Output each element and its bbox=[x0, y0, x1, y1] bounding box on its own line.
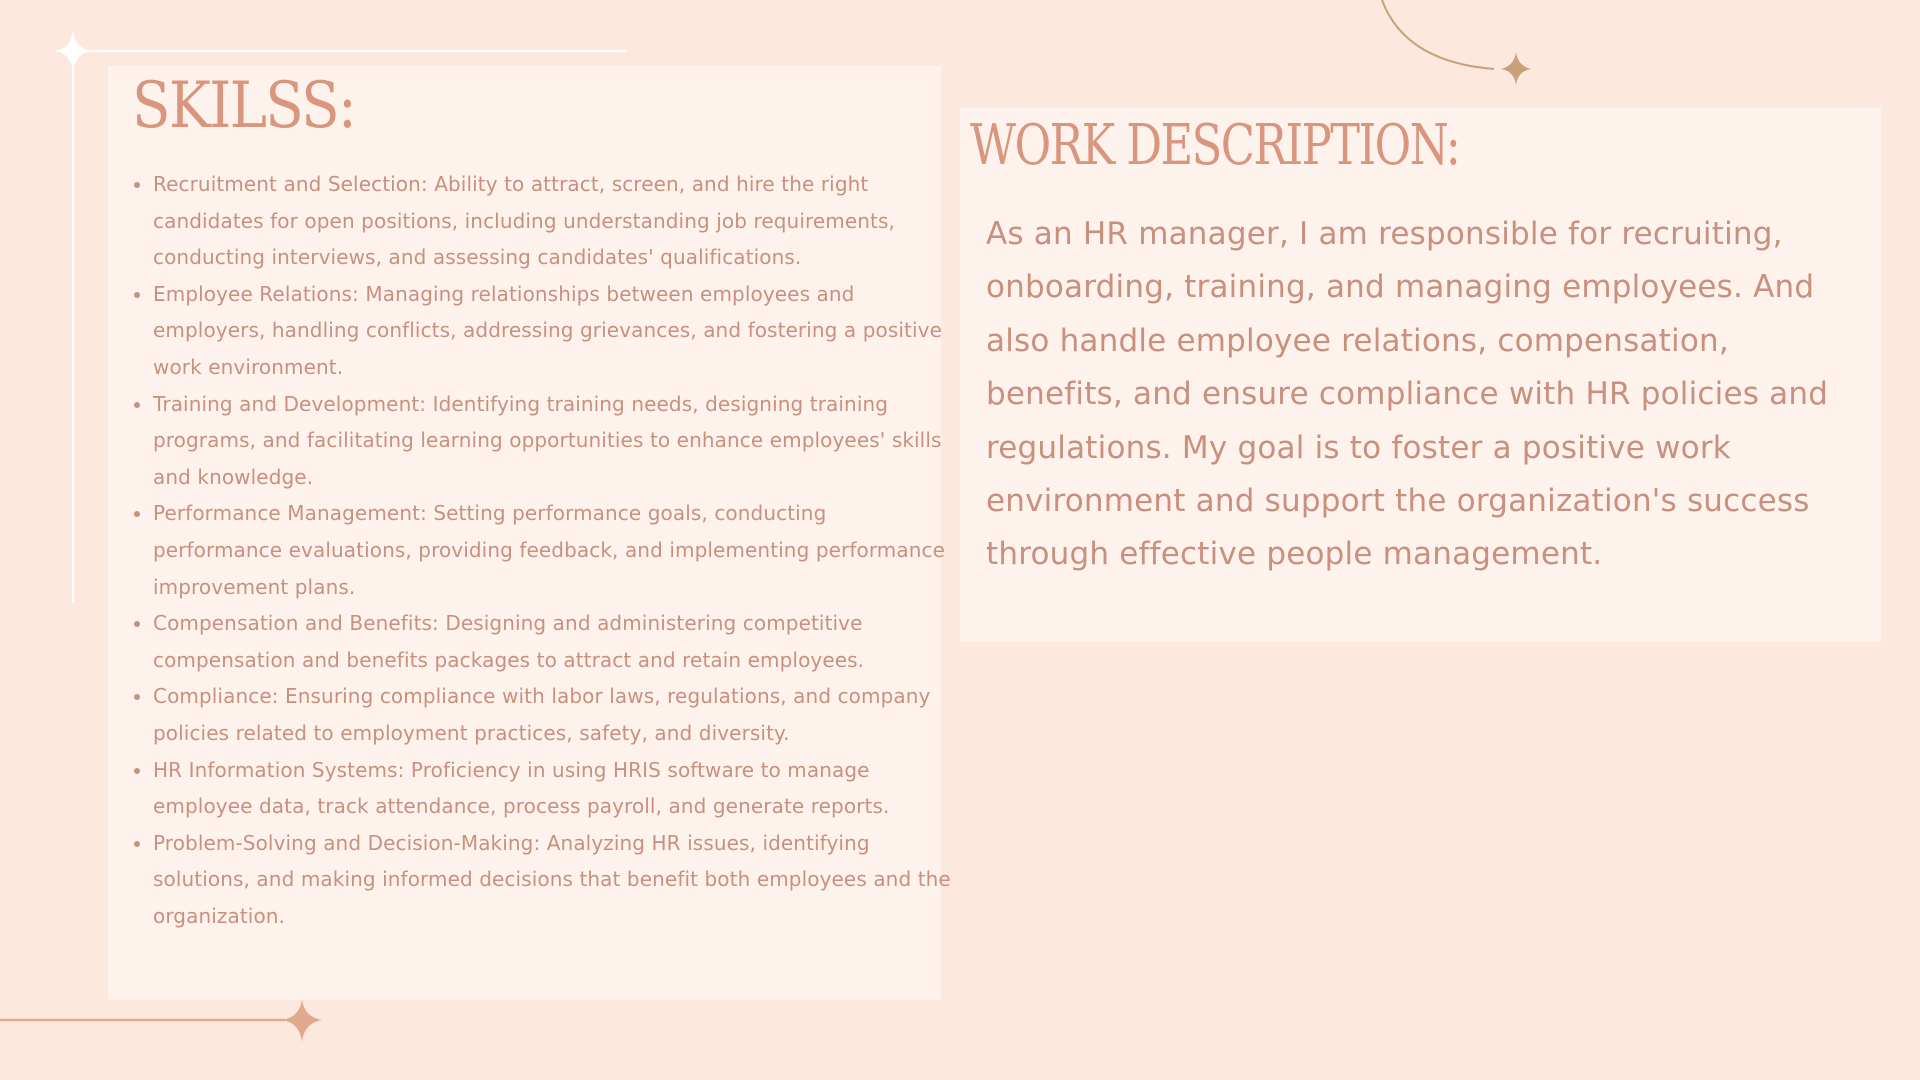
white-sparkle-icon bbox=[54, 30, 92, 72]
skill-item-training: • Training and Development: Identifying training needs, designing training programs, and facilitating learning opportunities to enhance employees' skills and knowledge. bbox=[153, 386, 958, 496]
rose-sparkle-icon bbox=[282, 999, 322, 1042]
work-description-text: As an HR manager, I am responsible for recruiting, onboarding, training, and managing employees. And also handle employee relations, compensation, benefits, and ensure compliance with HR policies and regulations. My goal is to foster a positive work environment and support the organization's success through effective people management. bbox=[986, 216, 1829, 573]
skills-heading: SKILSS: bbox=[132, 69, 356, 143]
skill-item-hris: • HR Information Systems: Proficiency in using HRIS software to manage employee data, track attendance, process payroll, and generate reports. bbox=[153, 752, 958, 825]
skill-item-problem-solving: • Problem-Solving and Decision-Making: Analyzing HR issues, identifying solutions, and making informed decisions that benefit both employees and the organization. bbox=[153, 825, 958, 935]
gold-arc bbox=[1382, 0, 1494, 69]
gold-sparkle-icon bbox=[1501, 52, 1531, 85]
skill-item-recruitment: • Recruitment and Selection: Ability to attract, screen, and hire the right candidates for open positions, including understanding job requirements, conducting interviews, and assessing candidates' qualifications. bbox=[153, 166, 958, 276]
skill-item-performance: • Performance Management: Setting performance goals, conducting performance evaluations, providing feedback, and implementing performance improvement plans. bbox=[153, 495, 958, 605]
work-description-panel bbox=[960, 108, 1881, 642]
skill-item-compliance: • Compliance: Ensuring compliance with labor laws, regulations, and company policies related to employment practices, safety, and diversity. bbox=[153, 678, 958, 751]
skills-list bbox=[128, 166, 958, 934]
skill-item-employee-relations: • Employee Relations: Managing relationships between employees and employers, handling conflicts, addressing grievances, and fostering a positive work environment. bbox=[153, 276, 958, 386]
work-description-heading: WORK DESCRIPTION: bbox=[970, 113, 1460, 178]
skill-item-compensation: • Compensation and Benefits: Designing and administering competitive compensation and benefits packages to attract and retain employees. bbox=[153, 605, 958, 678]
skills-panel bbox=[108, 66, 951, 1000]
